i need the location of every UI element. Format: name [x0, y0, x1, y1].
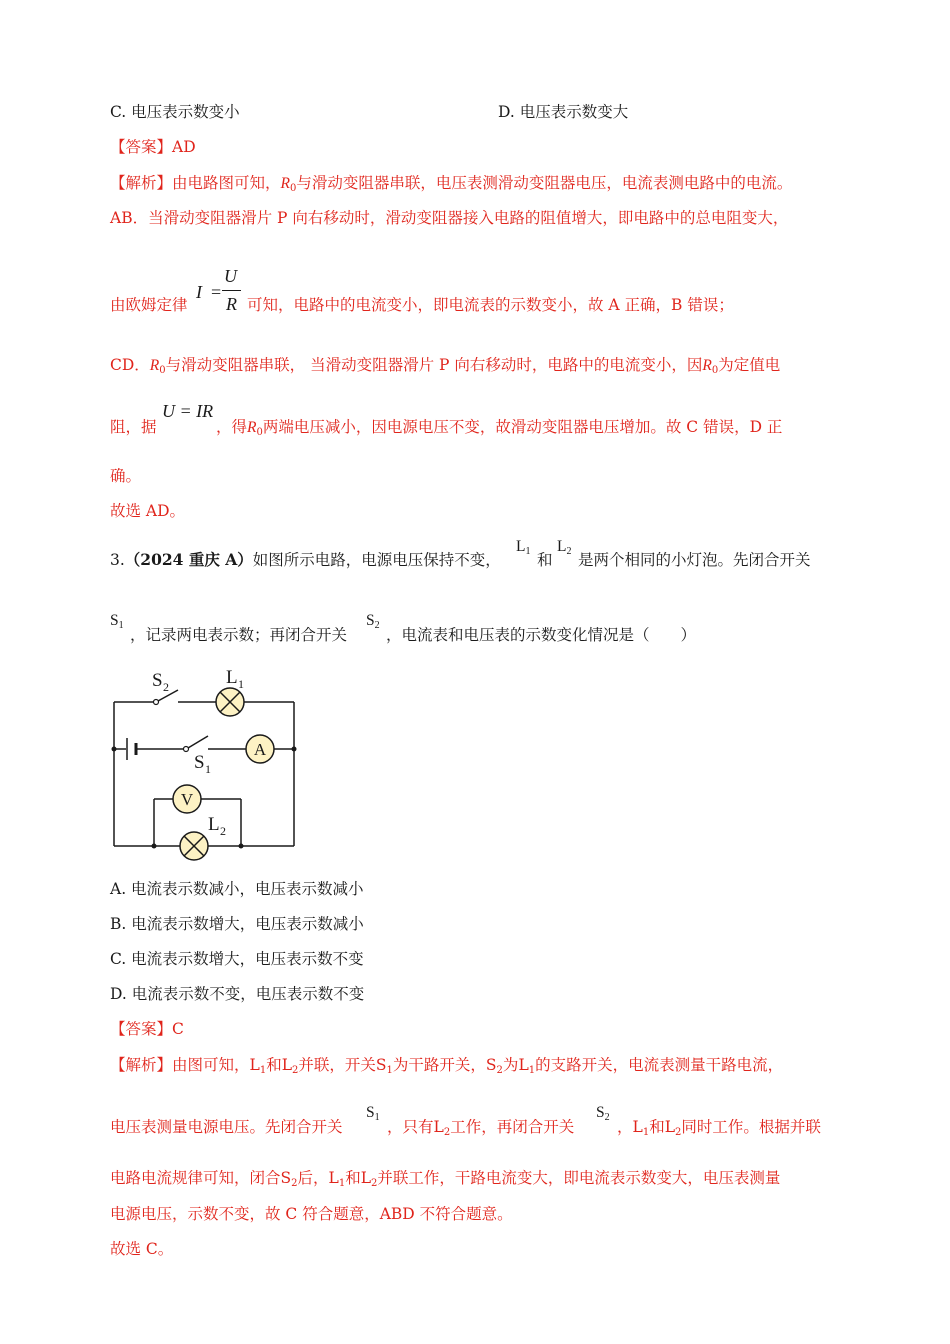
switch-s1-blade [188, 736, 208, 748]
ammeter-label: A [253, 740, 267, 759]
analysis-label: 【解析】 [110, 174, 173, 192]
q2-ohm-prefix: 由欧姆定律 [110, 296, 188, 314]
option-d: D. 电流表示数不变，电压表示数不变 [110, 985, 365, 1003]
formula-uir: U = IR [162, 401, 214, 421]
switch-s1-contact [184, 747, 189, 752]
switch-s2-contact [154, 700, 159, 705]
option-c-prev: C. 电压表示数变小 [110, 103, 240, 121]
lamp-l2-icon [180, 832, 208, 860]
and-word: 和 [537, 551, 553, 569]
label-l1: L [226, 667, 238, 688]
option-d-prev: D. 电压表示数变大 [498, 103, 629, 121]
circuit-diagram [100, 660, 310, 865]
q3-line2-b: ，电流表和电压表的示数变化情况是（ ） [386, 626, 697, 644]
voltmeter-label: V [180, 790, 194, 809]
formula-i: I [196, 282, 202, 302]
q3-line2-a: ，记录两电表示数；再闭合开关 [130, 626, 348, 644]
q3-conclusion: 故选 C。 [110, 1240, 174, 1258]
q2-answer: 【答案】AD [110, 138, 196, 156]
q3-answer: 【答案】C [110, 1020, 184, 1038]
q2-analysis-line2: AB．当滑动变阻器滑片 P 向右移动时，滑动变阻器接入电路的阻值增大，即电路中的总电阻变大， [110, 209, 789, 227]
junction-bottom-left [152, 844, 157, 849]
label-l2-sub: 2 [220, 824, 226, 838]
q3-line1-b: 是两个相同的小灯泡。先闭合开关 [578, 551, 811, 569]
lamp-l1-icon [216, 688, 244, 716]
q3-analysis-line3: 电路电流规律可知，闭合$S_2$后，$L_1$和$L_2$并联工作，干路电流变大，即电流表示数变大，电压表测量 [110, 1169, 781, 1189]
q2-cd-line2-b: ，得$R_0$两端电压减小，因电源电压不变，故滑动变阻器电压增加。故 C 错误，D 正 [216, 418, 783, 438]
label-s1-sub: 1 [205, 762, 211, 776]
q3-line1-a: 3.（2024 重庆 A）如图所示电路，电源电压保持不变， [110, 550, 501, 569]
q2-ohm-suffix: 可知，电路中的电流变小，即电流表的示数变小，故 A 正确，B 错误； [247, 296, 734, 314]
q3-analysis-line4: 电源电压，示数不变，故 C 符合题意，ABD 不符合题意。 [110, 1205, 513, 1223]
q3-analysis-line2-c: ，$L_1$和$L_2$同时工作。根据并联 [617, 1118, 821, 1138]
s1-symbol: $S_1$ [110, 612, 124, 631]
formula-u: U [224, 266, 237, 286]
s1-symbol-analysis: $S_1$ [366, 1104, 380, 1123]
l1-symbol: $L_1$ [516, 538, 531, 557]
l2-symbol: $L_2$ [557, 538, 572, 557]
junction-bottom-right [239, 844, 244, 849]
label-l1-sub: 1 [238, 677, 244, 691]
q2-cd-line3: 确。 [110, 467, 142, 485]
junction-right [292, 747, 297, 752]
question-source: （2024 重庆 A） [124, 550, 253, 569]
option-c: C. 电流表示数增大，电压表示数不变 [110, 950, 364, 968]
q2-cd-line1: CD．$R_0$与滑动变阻器串联， 当滑动变阻器滑片 P 向右移动时，电路中的电流变小，因$R_0$为定值电 [110, 356, 781, 376]
q2-analysis-line1: 【解析】由电路图可知，$R_0$与滑动变阻器串联，电压表测滑动变阻器电压，电流表测电路中的电流。 [110, 174, 793, 194]
formula-equals: = [211, 282, 222, 302]
q3-analysis-line1: 【解析】由图可知，$L_1$和$L_2$并联，开关$S_1$为干路开关，$S_2$为$L_1$的支路开关，电流表测量干路电流， [110, 1056, 784, 1076]
q2-conclusion: 故选 AD。 [110, 502, 186, 520]
formula-r: R [226, 294, 237, 314]
option-a: A. 电流表示数减小，电压表示数减小 [110, 880, 364, 898]
s2-symbol: $S_2$ [366, 612, 380, 631]
label-s2: S [152, 670, 163, 691]
junction-left [112, 747, 117, 752]
label-s2-sub: 2 [163, 680, 169, 694]
label-s1: S [194, 752, 205, 773]
question-number: 3. [110, 551, 125, 569]
option-b: B. 电流表示数增大，电压表示数减小 [110, 915, 364, 933]
q2-cd-line2-a: 阻，据 [110, 418, 157, 436]
label-l2: L [208, 814, 220, 835]
s2-symbol-analysis: $S_2$ [596, 1104, 610, 1123]
fraction-bar [222, 290, 241, 291]
q3-analysis-line2-a: 电压表测量电源电压。先闭合开关 [110, 1118, 343, 1136]
q3-analysis-line2-b: ，只有$L_2$工作，再闭合开关 [387, 1118, 575, 1138]
